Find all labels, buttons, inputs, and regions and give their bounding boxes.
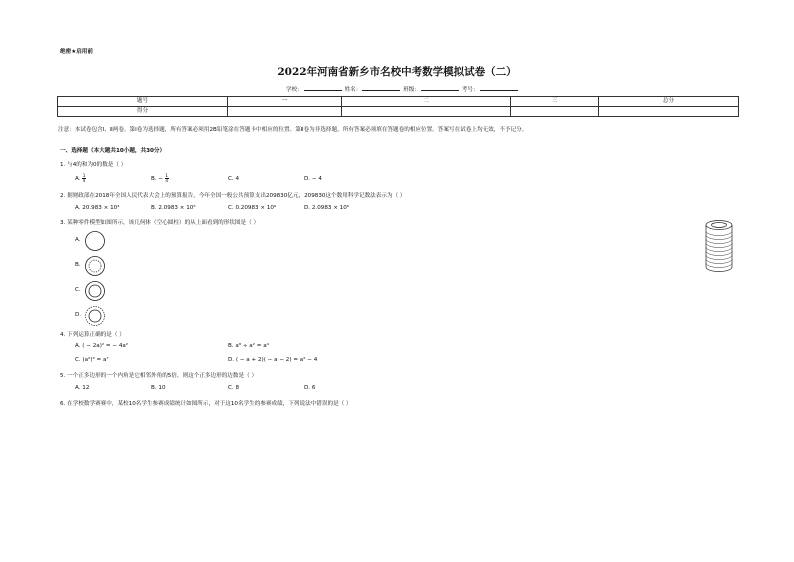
- question-2-stem: 2. 据财政部在2018年全国人民代表大会上的预算报告，今年全国一般公共预算支出209830亿元，209830这个数用科学记数法表示为（ ）: [60, 193, 406, 199]
- question-1-option-c[interactable]: C. 4: [228, 176, 240, 182]
- question-4-stem: 4. 下列运算正确的是（ ）: [60, 332, 125, 338]
- cell-score-3[interactable]: [511, 107, 599, 117]
- question-4-option-c[interactable]: C. (a²)³ = a⁷: [75, 357, 109, 363]
- inner-circle: [89, 310, 101, 322]
- question-5-stem: 5. 一个正多边形的一个内角是它相邻外角的5倍，则这个正多边形的边数是（ ）: [60, 373, 258, 379]
- question-3-option-d-figure[interactable]: [84, 305, 106, 327]
- question-3-option-c-label: C.: [75, 287, 81, 293]
- question-1-option-d[interactable]: D. − 4: [304, 176, 322, 182]
- id-label: 考号：: [461, 87, 479, 93]
- question-3-option-c-figure[interactable]: [84, 280, 106, 302]
- question-1-option-b[interactable]: [151, 174, 169, 183]
- hollow-cylinder-figure: [702, 218, 736, 276]
- score-table-score-row: [58, 107, 739, 117]
- school-blank[interactable]: [304, 85, 342, 91]
- cell-question-no: 题号: [58, 97, 228, 107]
- outer-circle: [86, 257, 105, 276]
- question-1-option-a[interactable]: [75, 174, 86, 183]
- class-label: 班级：: [403, 87, 420, 93]
- question-2-option-c[interactable]: C. 0.20983 × 10⁶: [228, 205, 277, 211]
- question-3-stem: 3. 某种零件模型如图所示，该几何体（空心圆柱）的从上面看到的形状图是（ ）: [60, 220, 260, 226]
- cylinder-hatching: [706, 231, 732, 268]
- exam-title: 2022年河南省新乡市名校中考数学模拟试卷（二）: [277, 66, 517, 78]
- cell-part-2: 二: [342, 97, 511, 107]
- id-blank[interactable]: [480, 85, 518, 91]
- student-info-line: [286, 85, 519, 93]
- question-4-option-d[interactable]: D. ( − a + 2)( − a − 2) = a² − 4: [228, 357, 318, 363]
- fraction-one-quarter: $\frac{1}{4}$: [165, 173, 169, 184]
- question-4-option-b[interactable]: B. a⁸ ÷ a² = a⁴: [228, 343, 269, 349]
- cell-score-1[interactable]: [228, 107, 342, 117]
- inner-circle: [89, 285, 101, 297]
- cell-score-label: 得分: [58, 107, 228, 117]
- inner-dashed-circle: [89, 260, 101, 272]
- outer-circle: [86, 282, 105, 301]
- question-3-option-a-label: A.: [75, 237, 81, 243]
- section-choice-heading: 一、选择题（本大题共10小题，共30分）: [60, 148, 166, 154]
- question-3-option-b-label: B.: [75, 262, 81, 268]
- confidential-label: 绝密★启用前: [60, 49, 93, 55]
- cell-score-total[interactable]: [599, 107, 739, 117]
- option-b-letter: B. −: [151, 176, 164, 183]
- school-label: 学校：: [286, 87, 303, 93]
- question-5-option-a[interactable]: A. 12: [75, 385, 90, 391]
- question-2-option-b[interactable]: B. 2.0983 × 10⁵: [151, 205, 196, 211]
- exam-note: 注意：本试卷包含Ⅰ、Ⅱ两卷。第Ⅰ卷为选择题，所有答案必须用2B铅笔涂在答题卡中相应的位置。第Ⅱ卷为非选择题，所有答案必须填在答题卷的相应位置。答案写在试卷上均无效，不予记分。: [58, 127, 528, 133]
- fraction-one-quarter: $\frac{1}{4}$: [82, 173, 86, 184]
- question-5-option-b[interactable]: B. 10: [151, 385, 166, 391]
- cell-part-3: 三: [511, 97, 599, 107]
- question-6-stem: 6. 在学校数学赛赛中，某校10名学生参赛成绩统计如图所示，对于这10名学生的参赛成绩，下列说法中错误的是（ ）: [60, 401, 352, 407]
- question-3-option-b-figure[interactable]: [84, 255, 106, 277]
- question-2-option-a[interactable]: A. 20.983 × 10⁴: [75, 205, 120, 211]
- class-blank[interactable]: [421, 85, 459, 91]
- question-3-option-d-label: D.: [75, 312, 82, 318]
- name-label: 姓名：: [344, 87, 362, 93]
- outer-circle: [86, 232, 105, 251]
- name-blank[interactable]: [362, 85, 400, 91]
- question-2-option-d[interactable]: D. 2.0983 × 10⁶: [304, 205, 350, 211]
- score-table-header-row: [58, 97, 739, 107]
- question-5-option-c[interactable]: C. 8: [228, 385, 240, 391]
- cell-part-1: 一: [228, 97, 342, 107]
- question-3-option-a-figure[interactable]: [84, 230, 106, 252]
- score-table: [57, 96, 739, 117]
- question-4-option-a[interactable]: A. ( − 2a)² = − 4a²: [75, 343, 129, 349]
- cell-total: 总分: [599, 97, 739, 107]
- question-5-option-d[interactable]: D. 6: [304, 385, 316, 391]
- option-a-letter: A.: [75, 176, 81, 183]
- question-1-stem: 1. 与4的和为0的数是（ ）: [60, 162, 127, 168]
- cell-score-2[interactable]: [342, 107, 511, 117]
- outer-dashed-circle: [86, 307, 105, 326]
